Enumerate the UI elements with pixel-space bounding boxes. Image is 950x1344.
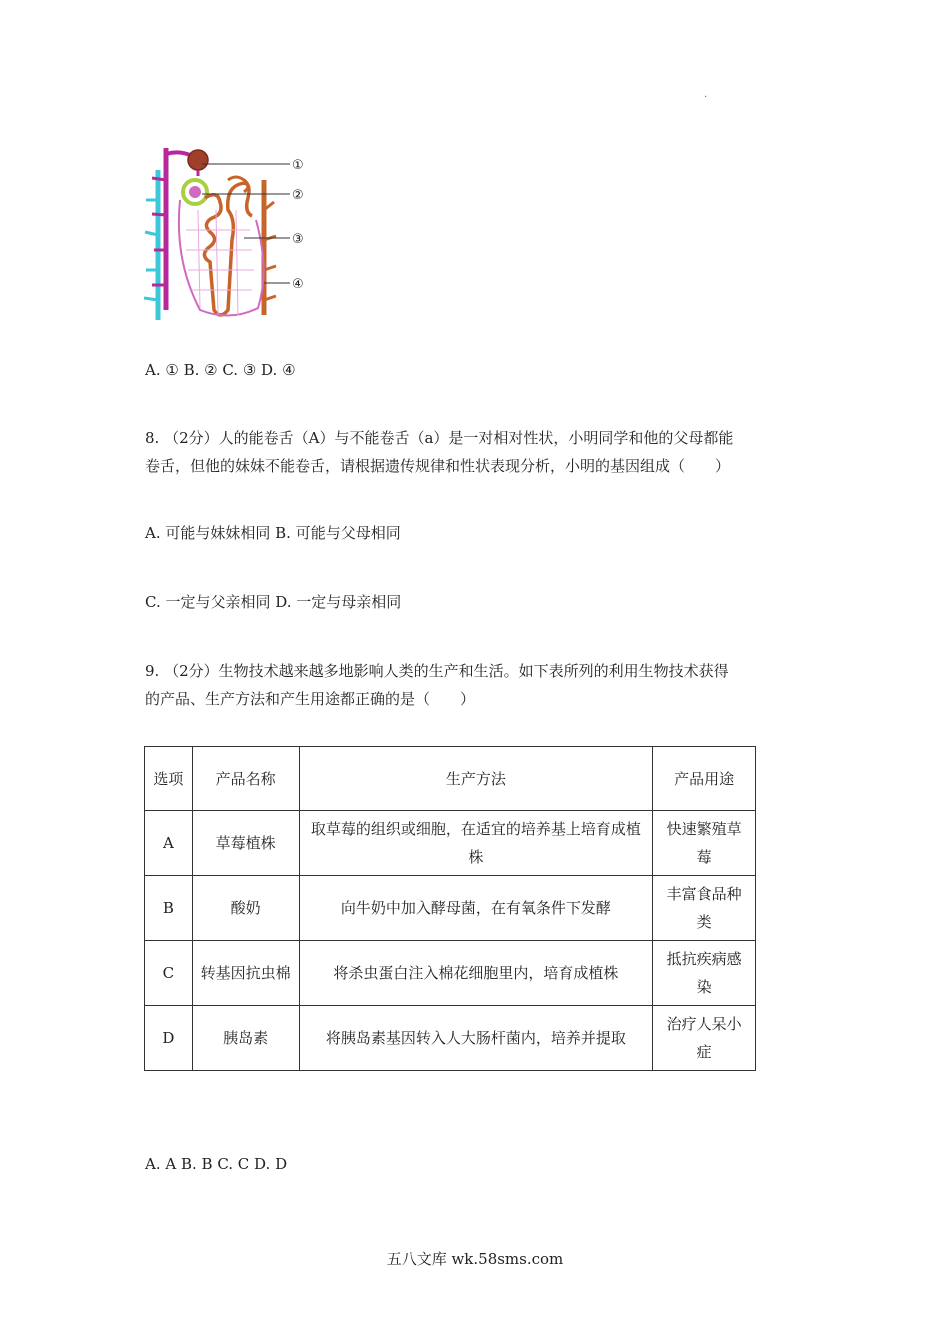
table-cell: A bbox=[145, 811, 193, 876]
table-cell: 快速繁殖草莓 bbox=[653, 811, 756, 876]
table-cell: B bbox=[145, 876, 193, 941]
header-cell: 产品用途 bbox=[653, 747, 756, 811]
label-1: ① bbox=[292, 158, 304, 173]
header-cell: 产品名称 bbox=[192, 747, 299, 811]
header-cell: 生产方法 bbox=[299, 747, 653, 811]
q8-options-line1: A. 可能与妹妹相同 B. 可能与父母相同 bbox=[145, 524, 401, 542]
table-cell: 抵抗疾病感染 bbox=[653, 941, 756, 1006]
table-cell: 草莓植株 bbox=[192, 811, 299, 876]
q9-table bbox=[144, 746, 756, 1071]
q8-options-line2: C. 一定与父亲相同 D. 一定与母亲相同 bbox=[145, 593, 402, 611]
table-cell: 向牛奶中加入酵母菌，在有氧条件下发酵 bbox=[299, 876, 653, 941]
header-cell: 选项 bbox=[145, 747, 193, 811]
label-2: ② bbox=[292, 188, 304, 203]
table-row bbox=[145, 941, 756, 1006]
table-cell: 丰富食品种类 bbox=[653, 876, 756, 941]
table-cell: 取草莓的组织或细胞，在适宜的培养基上培育成植株 bbox=[299, 811, 653, 876]
footer-watermark: 五八文库 wk.58sms.com bbox=[386, 1250, 564, 1268]
q8-stem-line1: 8. （2分）人的能卷舌（A）与不能卷舌（a）是一对相对性状，小明同学和他的父母都能 bbox=[145, 429, 734, 447]
table-row bbox=[145, 1006, 756, 1071]
table-row bbox=[145, 876, 756, 941]
table-header-row bbox=[145, 747, 756, 811]
q9-options: A. A B. B C. C D. D bbox=[145, 1155, 288, 1173]
nephron-diagram bbox=[140, 140, 340, 325]
q9-stem-line2: 的产品、生产方法和产生用途都正确的是（ ） bbox=[145, 690, 476, 708]
table-cell: 将胰岛素基因转入人大肠杆菌内，培养并提取 bbox=[299, 1006, 653, 1071]
table-cell: 转基因抗虫棉 bbox=[192, 941, 299, 1006]
label-4: ④ bbox=[292, 277, 304, 292]
label-3: ③ bbox=[292, 232, 304, 247]
nephron-illustration bbox=[140, 140, 340, 325]
q8-stem-line2: 卷舌，但他的妹妹不能卷舌，请根据遗传规律和性状表现分析，小明的基因组成（ ） bbox=[145, 457, 731, 475]
q9-stem-line1: 9. （2分）生物技术越来越多地影响人类的生产和生活。如下表所列的利用生物技术获得 bbox=[145, 662, 729, 680]
q7-options: A. ① B. ② C. ③ D. ④ bbox=[145, 361, 296, 379]
table-cell: 将杀虫蛋白注入棉花细胞里内，培育成植株 bbox=[299, 941, 653, 1006]
table-cell: D bbox=[145, 1006, 193, 1071]
table-cell: 治疗人呆小症 bbox=[653, 1006, 756, 1071]
table-cell: C bbox=[145, 941, 193, 1006]
table-cell: 酸奶 bbox=[192, 876, 299, 941]
page-mark: · bbox=[704, 92, 708, 103]
table-row bbox=[145, 811, 756, 876]
table-cell: 胰岛素 bbox=[192, 1006, 299, 1071]
